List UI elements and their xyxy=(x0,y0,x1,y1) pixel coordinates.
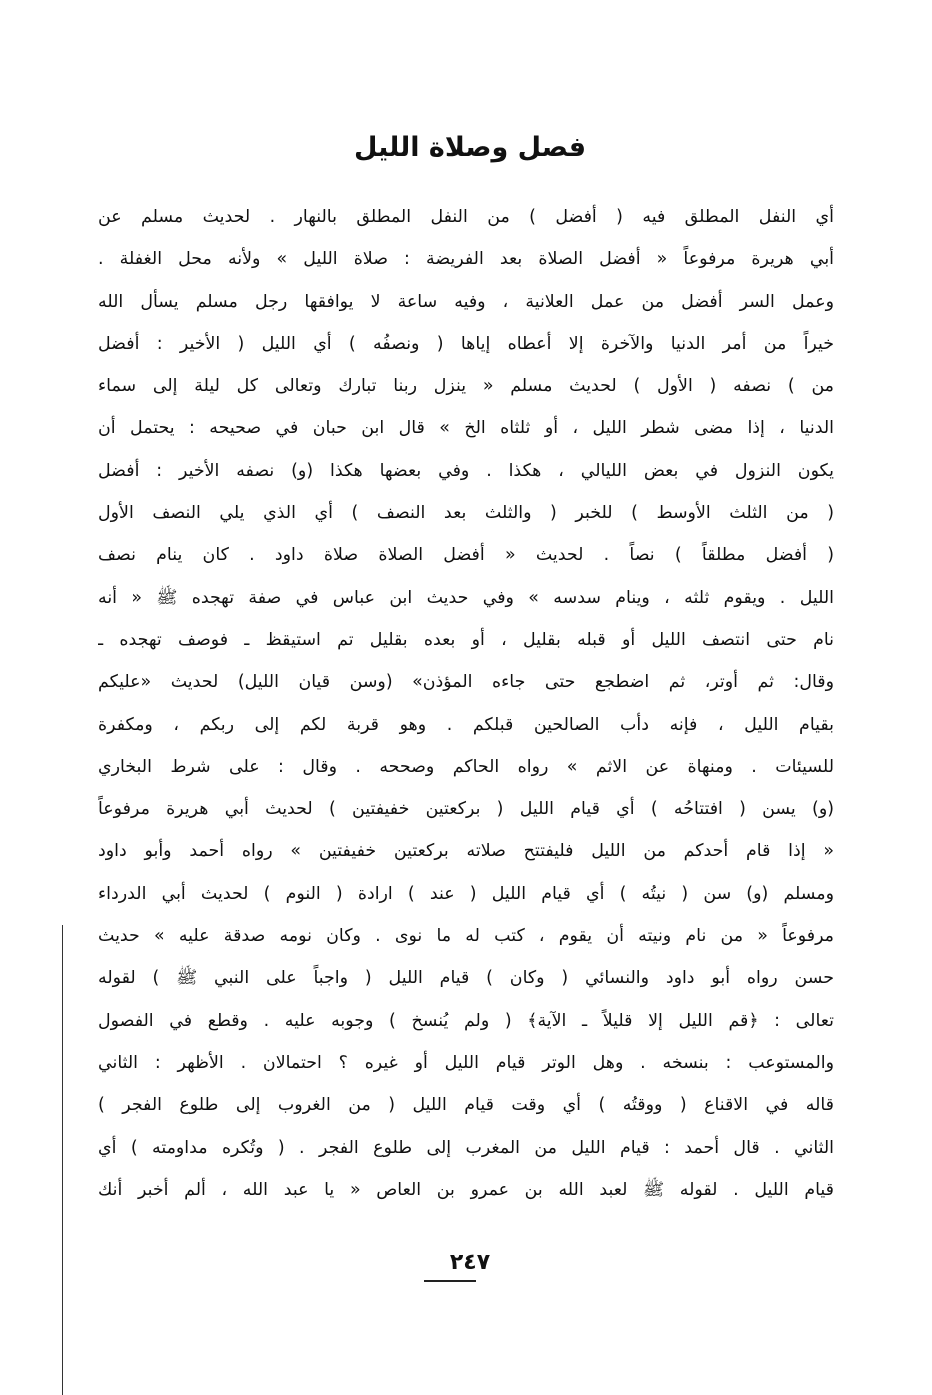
text-line: أبي هريرة مرفوعاً « أفضل الصلاة بعد الفريضة : صلاة الليل » ولأنه محل الغفلة . xyxy=(98,249,834,270)
text-line: أي النفل المطلق فيه ( أفضل ) من النفل المطلق بالنهار . لحديث مسلم عن xyxy=(98,207,834,227)
text-line: من ) نصفه ( الأول ) لحديث مسلم « ينزل ربنا تبارك وتعالى كل ليلة إلى سماء xyxy=(98,376,834,397)
page-number-underline xyxy=(424,1280,476,1282)
text-line: وعمل السر أفضل من عمل العلانية ، وفيه ساعة لا يوافقها رجل مسلم يسأل الله xyxy=(98,291,834,312)
text-line: (و) يسن ( افتتاحُه ) أي قيام الليل ( بركعتين خفيفتين ) لحديث أبي هريرة مرفوعاً xyxy=(98,799,834,820)
text-line: الثاني . قال أحمد : قيام الليل من المغرب إلى طلوع الفجر . ( وتُكره مداومته ) أي xyxy=(98,1137,834,1158)
text-line: مرفوعاً « من نام ونيته أن يقوم ، كتب له ما نوى . وكان نومه صدقة عليه » حديث xyxy=(98,926,834,947)
text-line: قيام الليل . لقوله ﷺ لعبد الله بن عمرو بن العاص « يا عبد الله ، ألم أخبر أنك xyxy=(98,1179,834,1200)
text-line: ( من الثلث الأوسط ) للخبر ( والثلث بعد النصف ) أي الذي يلي النصف الأول xyxy=(98,503,834,524)
text-line: نام حتى انتصف الليل أو قبله بقليل ، أو بعده بقليل تم استيقظ ـ فوصف تهجده ـ xyxy=(98,629,834,650)
text-line: بقيام الليل ، فإنه دأب الصالحين قبلكم . وهو قربة لكم إلى ربكم ، ومكفرة xyxy=(98,714,834,735)
text-line: وقال: ثم أوتر، ثم اضطجع حتى جاءه المؤذن» (وسن قيان الليل) لحديث «عليكم xyxy=(98,672,834,693)
text-line: الليل . ويقوم ثلثه ، وينام سدسه » وفي حديث ابن عباس في صفة تهجده ﷺ « أنه xyxy=(98,587,834,608)
text-line: والمستوعب : بنسخه . وهل الوتر قيام الليل أو غيره ؟ احتمالان . الأظهر : الثاني xyxy=(98,1052,834,1073)
text-line: حسن رواه أبو داود والنسائي ( وكان ) قيام الليل ( واجباً على النبي ﷺ ) لقوله xyxy=(98,968,834,989)
section-title: فصل وصلاة الليل xyxy=(353,132,587,163)
text-line: خيراً من أمر الدنيا والآخرة إلا أعطاه إياها ( ونصفُه ) أي الليل ( الأخير : أفضل xyxy=(98,333,834,354)
text-line: يكون النزول في بعض الليالي ، هكذا . وفي بعضها هكذا (و) نصفه الأخير : أفضل xyxy=(98,460,834,481)
text-line: للسيئات . ومنهاة عن الاثم » رواه الحاكم وصححه . وقال : على شرط البخاري xyxy=(98,756,834,777)
text-line: قاله في الاقناع ( ووقتُه ) أي وقت قيام الليل ( من الغروب إلى طلوع الفجر ) xyxy=(98,1095,834,1116)
text-line: « إذا قام أحدكم من الليل فليفتتح صلاته بركعتين خفيفتين » رواه أحمد وأبو داود xyxy=(98,841,834,862)
text-line: تعالى : ﴿قم الليل إلا قليلاً ـ الآية﴾ ( ولم يُنسخ ) وجوبه عليه . وقطع في الفصول xyxy=(98,1010,834,1031)
page-number: ٢٤٧ xyxy=(449,1250,491,1275)
gutter-line xyxy=(62,925,63,1395)
body-text xyxy=(98,196,834,1211)
text-line: الدنيا ، إذا مضى شطر الليل ، أو ثلثاه الخ » قال ابن حبان في صحيحه : يحتمل أن xyxy=(98,418,834,439)
text-line: ومسلم (و) سن ( نيتُه ) أي قيام الليل ( عند ) ارادة ( النوم ) لحديث أبي الدرداء xyxy=(98,883,834,904)
text-line: ( أفضل مطلقاً ) نصاً . لحديث « أفضل الصلاة صلاة داود . كان ينام نصف xyxy=(98,545,834,566)
